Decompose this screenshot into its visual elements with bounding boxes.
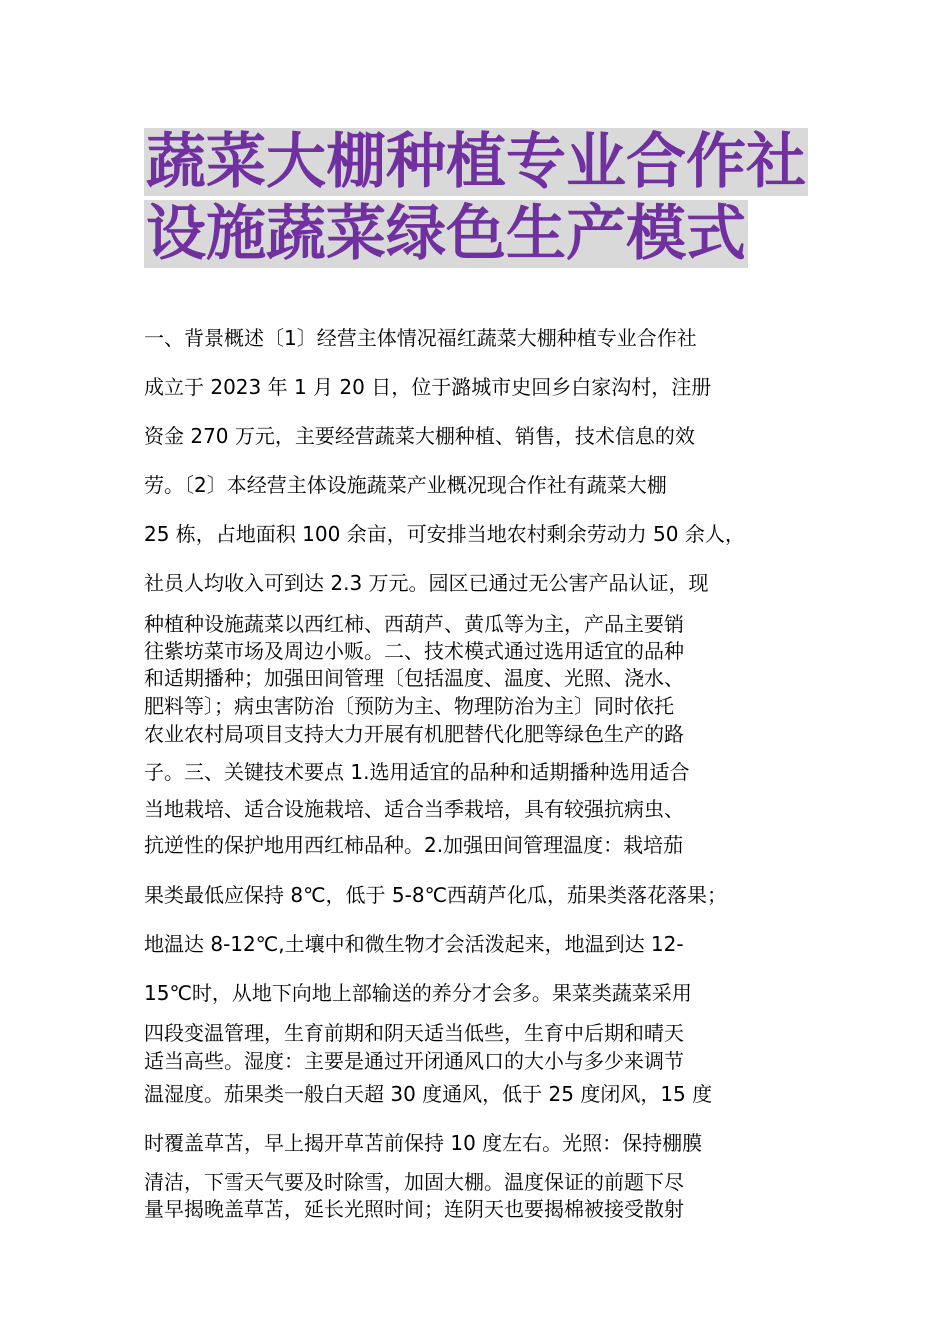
body-line: 时覆盖草苫，早上揭开草苫前保持 10 度左右。光照：保持棚膜 <box>144 1131 703 1155</box>
body-line: 农业农村局项目支持大力开展有机肥替代化肥等绿色生产的路 <box>144 722 684 746</box>
body-line: 成立于 2023 年 1 月 20 日，位于潞城市史回乡白家沟村，注册 <box>144 375 712 399</box>
body-line: 一、背景概述〔1〕经营主体情况福红蔬菜大棚种植专业合作社 <box>144 326 697 350</box>
body-line: 往紫坊菜市场及周边小贩。二、技术模式通过选用适宜的品种 <box>144 639 684 663</box>
body-line: 15℃时，从地下向地上部输送的养分才会多。果菜类蔬菜采用 <box>144 981 692 1005</box>
title-line-2: 设施蔬菜绿色生产模式 <box>146 199 746 269</box>
body-line: 量早揭晚盖草苫，延长光照时间；连阴天也要揭棉被接受散射 <box>144 1197 684 1221</box>
body-line: 25 栋，占地面积 100 余亩，可安排当地农村剩余劳动力 50 余人， <box>144 522 745 546</box>
body-line: 肥料等〕；病虫害防治〔预防为主、物理防治为主〕同时依托 <box>144 694 674 718</box>
body-line: 和适期播种；加强田间管理〔包括温度、温度、光照、浇水、 <box>144 666 684 690</box>
body-line: 种植种设施蔬菜以西红柿、西葫芦、黄瓜等为主，产品主要销 <box>144 612 684 636</box>
body-line: 果类最低应保持 8℃，低于 5-8℃西葫芦化瓜，茄果类落花落果； <box>144 883 728 907</box>
title-line-1: 蔬菜大棚种植专业合作社 <box>146 127 806 197</box>
body-line: 温湿度。茄果类一般白天超 30 度通风，低于 25 度闭风，15 度 <box>144 1082 713 1106</box>
body-line: 地温达 8-12℃,土壤中和微生物才会活泼起来，地温到达 12- <box>144 932 684 956</box>
body-line: 四段变温管理，生育前期和阴天适当低些，生育中后期和晴天 <box>144 1021 684 1045</box>
body-line: 子。三、关键技术要点 1.选用适宜的品种和适期播种选用适合 <box>144 760 690 784</box>
body-line: 抗逆性的保护地用西红柿品种。2.加强田间管理温度：栽培茄 <box>144 833 684 857</box>
body-line: 当地栽培、适合设施栽培、适合当季栽培，具有较强抗病虫、 <box>144 797 684 821</box>
body-line: 适当高些。湿度：主要是通过开闭通风口的大小与多少来调节 <box>144 1049 684 1073</box>
body-line: 资金 270 万元，主要经营蔬菜大棚种植、销售，技术信息的效 <box>144 424 695 448</box>
body-line: 劳。〔2〕本经营主体设施蔬菜产业概况现合作社有蔬菜大棚 <box>144 473 667 497</box>
body-line: 社员人均收入可到达 2.3 万元。园区已通过无公害产品认证，现 <box>144 571 709 595</box>
body-line: 清洁，下雪天气要及时除雪，加固大棚。温度保证的前题下尽 <box>144 1170 684 1194</box>
